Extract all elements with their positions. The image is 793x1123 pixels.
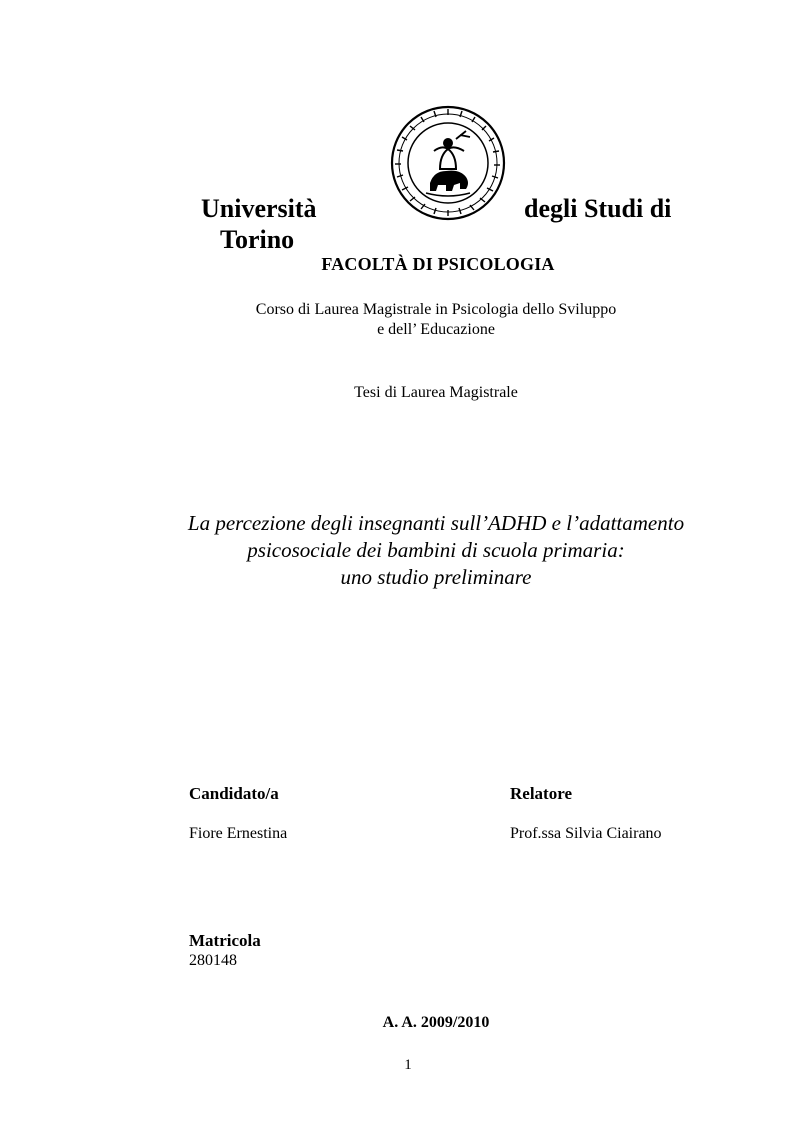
thesis-type: Tesi di Laurea Magistrale: [354, 384, 518, 401]
course-line-1: Corso di Laurea Magistrale in Psicologia dello Sviluppo: [255, 301, 617, 318]
candidate-label: Candidato/a: [189, 784, 279, 803]
matricola-value: 280148: [189, 952, 237, 969]
matricola-label: Matricola: [189, 931, 261, 950]
thesis-title-line-1: La percezione degli insegnanti sull’ADHD e l’adattamento: [187, 511, 685, 535]
course-line-2: e dell’ Educazione: [377, 321, 495, 338]
candidate-name: Fiore Ernestina: [189, 825, 288, 842]
course-name: [0, 300, 793, 340]
university-name-left: Università: [201, 194, 317, 223]
supervisor-name: Prof.ssa Silvia Ciairano: [510, 825, 662, 842]
university-name-right: degli Studi di: [524, 194, 672, 223]
faculty-name: FACOLTÀ DI PSICOLOGIA: [321, 254, 555, 274]
academic-year: A. A. 2009/2010: [382, 1014, 490, 1031]
thesis-title-line-2: psicosociale dei bambini di scuola primaria:: [247, 538, 625, 562]
thesis-title-line-3: uno studio preliminare: [340, 565, 532, 589]
page-number: 1: [404, 1057, 412, 1073]
thesis-title: [0, 510, 793, 591]
supervisor-label: Relatore: [510, 784, 572, 803]
university-city: Torino: [220, 225, 295, 254]
university-seal-icon: [390, 105, 506, 221]
